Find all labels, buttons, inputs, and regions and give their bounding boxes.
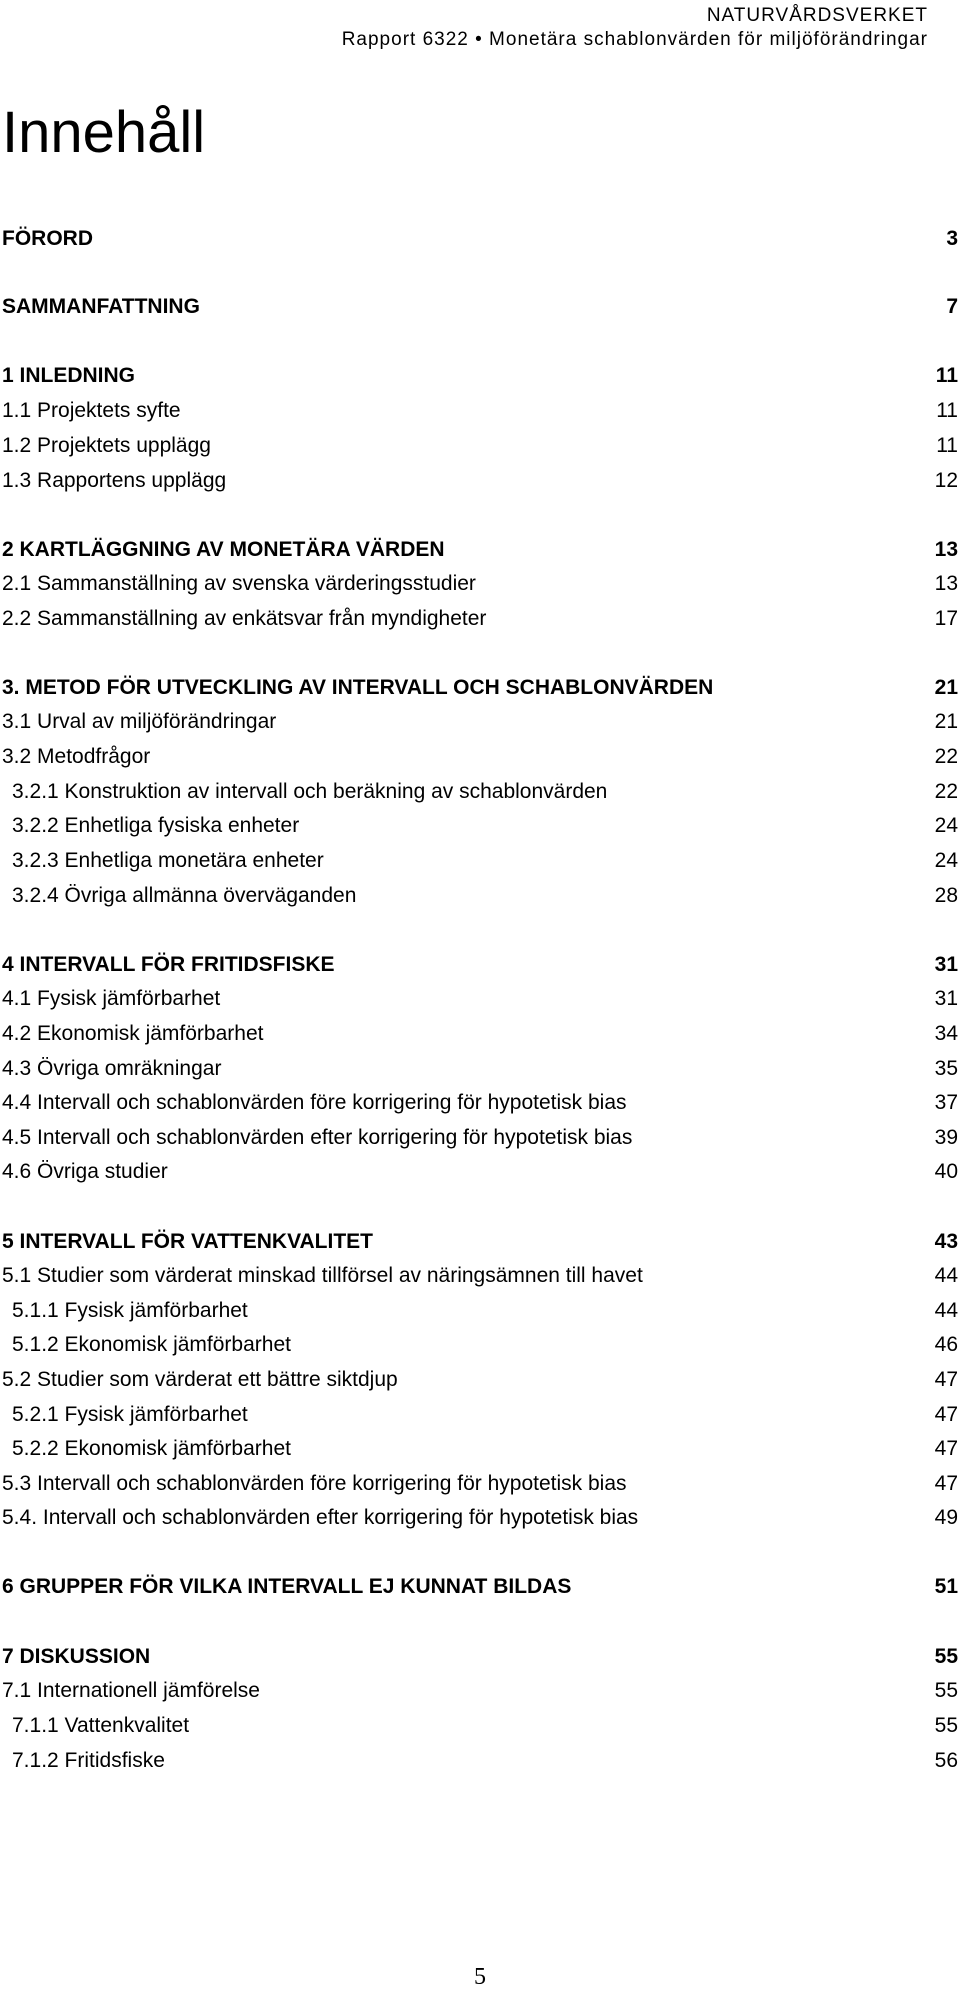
toc-entry-page-number: 47 bbox=[934, 1472, 958, 1495]
toc-entry-page-number: 3 bbox=[946, 227, 958, 250]
toc-entry-title: 5.2.1 Fysisk jämförbarhet bbox=[12, 1403, 248, 1426]
toc-entry[interactable] bbox=[0, 706, 960, 738]
toc-entry-page-number: 35 bbox=[934, 1057, 958, 1080]
toc-entry-page-number: 12 bbox=[934, 469, 958, 492]
toc-entry-title: 4.1 Fysisk jämförbarhet bbox=[2, 987, 221, 1010]
toc-entry[interactable] bbox=[0, 1053, 960, 1085]
toc-entry-title: 4.4 Intervall och schablonvärden före korrigering för hypotetisk bias bbox=[2, 1091, 627, 1114]
toc-entry-page-number: 28 bbox=[934, 884, 958, 907]
toc-entry-title: 3.2.1 Konstruktion av intervall och beräkning av schablonvärden bbox=[12, 780, 608, 803]
toc-entry-title: SAMMANFATTNING bbox=[2, 295, 200, 318]
toc-entry-page-number: 17 bbox=[934, 607, 958, 630]
toc-entry-title: 4.2 Ekonomisk jämförbarhet bbox=[2, 1022, 264, 1045]
toc-chapter-entry[interactable] bbox=[0, 949, 960, 981]
toc-chapter-entry[interactable] bbox=[0, 360, 960, 392]
toc-entry-title: 4.6 Övriga studier bbox=[2, 1160, 168, 1183]
toc-entry-page-number: 7 bbox=[946, 295, 958, 318]
toc-entry-title: 1.2 Projektets upplägg bbox=[2, 434, 211, 457]
toc-entry-page-number: 21 bbox=[934, 710, 958, 733]
toc-entry-page-number: 44 bbox=[934, 1299, 958, 1322]
toc-entry[interactable] bbox=[0, 430, 960, 462]
toc-entry[interactable] bbox=[0, 465, 960, 497]
toc-chapter-entry[interactable] bbox=[0, 672, 960, 704]
toc-entry[interactable] bbox=[0, 1675, 960, 1707]
toc-entry-page-number: 11 bbox=[936, 434, 958, 457]
toc-entry-page-number: 11 bbox=[936, 399, 958, 422]
toc-entry[interactable] bbox=[0, 1710, 960, 1742]
toc-entry-page-number: 47 bbox=[934, 1437, 958, 1460]
toc-entry-page-number: 43 bbox=[934, 1230, 958, 1253]
toc-entry-title: 4.3 Övriga omräkningar bbox=[2, 1057, 222, 1080]
toc-entry[interactable] bbox=[0, 810, 960, 842]
toc-entry-title: 7.1.1 Vattenkvalitet bbox=[12, 1714, 190, 1737]
page-header bbox=[342, 4, 928, 52]
toc-chapter-entry[interactable] bbox=[0, 223, 960, 255]
toc-entry-title: 3.1 Urval av miljöförändringar bbox=[2, 710, 277, 733]
toc-chapter-entry[interactable] bbox=[0, 291, 960, 323]
toc-chapter-entry[interactable] bbox=[0, 1226, 960, 1258]
toc-entry-page-number: 21 bbox=[934, 676, 958, 699]
toc-entry-page-number: 55 bbox=[934, 1679, 958, 1702]
toc-entry-title: FÖRORD bbox=[2, 227, 93, 250]
toc-entry-page-number: 56 bbox=[934, 1749, 958, 1772]
toc-entry[interactable] bbox=[0, 1156, 960, 1188]
toc-entry[interactable] bbox=[0, 1260, 960, 1292]
toc-entry[interactable] bbox=[0, 1502, 960, 1534]
toc-chapter-entry[interactable] bbox=[0, 1641, 960, 1673]
toc-entry[interactable] bbox=[0, 1122, 960, 1154]
toc-chapter-entry[interactable] bbox=[0, 1571, 960, 1603]
toc-entry-title: 2.1 Sammanställning av svenska värderingsstudier bbox=[2, 572, 476, 595]
toc-entry-title: 1 INLEDNING bbox=[2, 364, 136, 387]
toc-entry-page-number: 13 bbox=[934, 572, 958, 595]
toc-entry-title: 2.2 Sammanställning av enkätsvar från myndigheter bbox=[2, 607, 487, 630]
toc-entry[interactable] bbox=[0, 1433, 960, 1465]
toc-entry-title: 5.2.2 Ekonomisk jämförbarhet bbox=[12, 1437, 291, 1460]
toc-entry-title: 3.2.3 Enhetliga monetära enheter bbox=[12, 849, 324, 872]
toc-entry-title: 5.1.1 Fysisk jämförbarhet bbox=[12, 1299, 248, 1322]
toc-entry-page-number: 49 bbox=[934, 1506, 958, 1529]
toc-entry-page-number: 13 bbox=[934, 538, 958, 561]
toc-entry-page-number: 55 bbox=[934, 1645, 958, 1668]
toc-entry[interactable] bbox=[0, 395, 960, 427]
toc-entry-title: 5.1.2 Ekonomisk jämförbarhet bbox=[12, 1333, 291, 1356]
toc-entry-title: 3. METOD FÖR UTVECKLING AV INTERVALL OCH SCHABLONVÄRDEN bbox=[2, 676, 714, 699]
toc-entry-title: 7.1 Internationell jämförelse bbox=[2, 1679, 260, 1702]
toc-entry[interactable] bbox=[0, 1295, 960, 1327]
toc-entry-title: 5.1 Studier som värderat minskad tillförsel av näringsämnen till havet bbox=[2, 1264, 643, 1287]
toc-entry-page-number: 46 bbox=[934, 1333, 958, 1356]
header-report-title: Rapport 6322 • Monetära schablonvärden för miljöförändringar bbox=[341, 29, 928, 50]
toc-entry[interactable] bbox=[0, 1399, 960, 1431]
toc-entry-page-number: 24 bbox=[934, 849, 958, 872]
toc-entry-title: 7.1.2 Fritidsfiske bbox=[12, 1749, 165, 1772]
toc-entry-page-number: 34 bbox=[934, 1022, 958, 1045]
toc-entry-title: 3.2.2 Enhetliga fysiska enheter bbox=[12, 814, 300, 837]
toc-entry-title: 3.2 Metodfrågor bbox=[2, 745, 151, 768]
toc-entry-title: 1.1 Projektets syfte bbox=[2, 399, 181, 422]
page-number: 5 bbox=[474, 1964, 486, 1990]
toc-entry[interactable] bbox=[0, 1364, 960, 1396]
toc-entry-page-number: 39 bbox=[934, 1126, 958, 1149]
toc-entry[interactable] bbox=[0, 741, 960, 773]
toc-entry-title: 6 GRUPPER FÖR VILKA INTERVALL EJ KUNNAT BILDAS bbox=[2, 1575, 572, 1598]
toc-entry-page-number: 37 bbox=[934, 1091, 958, 1114]
toc-entry-page-number: 44 bbox=[934, 1264, 958, 1287]
toc-entry-title: 5 INTERVALL FÖR VATTENKVALITET bbox=[2, 1230, 374, 1253]
toc-entry[interactable] bbox=[0, 983, 960, 1015]
toc-entry-page-number: 55 bbox=[934, 1714, 958, 1737]
header-organization: NATURVÅRDSVERKET bbox=[706, 5, 928, 26]
toc-entry[interactable] bbox=[0, 776, 960, 808]
toc-entry[interactable] bbox=[0, 845, 960, 877]
toc-entry-page-number: 40 bbox=[934, 1160, 958, 1183]
toc-entry-page-number: 22 bbox=[934, 745, 958, 768]
toc-entry-title: 2 KARTLÄGGNING AV MONETÄRA VÄRDEN bbox=[2, 538, 445, 561]
toc-entry-page-number: 31 bbox=[934, 953, 958, 976]
toc-entry-title: 3.2.4 Övriga allmänna överväganden bbox=[12, 884, 357, 907]
toc-entry-page-number: 11 bbox=[935, 364, 958, 387]
toc-entry-page-number: 31 bbox=[934, 987, 958, 1010]
toc-entry-title: 4.5 Intervall och schablonvärden efter korrigering för hypotetisk bias bbox=[2, 1126, 633, 1149]
toc-entry-page-number: 51 bbox=[934, 1575, 958, 1598]
toc-entry-page-number: 24 bbox=[934, 814, 958, 837]
toc-entry-title: 5.2 Studier som värderat ett bättre siktdjup bbox=[2, 1368, 398, 1391]
toc-entry-title: 7 DISKUSSION bbox=[2, 1645, 151, 1668]
toc-entry-title: 5.4. Intervall och schablonvärden efter korrigering för hypotetisk bias bbox=[2, 1506, 639, 1529]
toc-entry[interactable] bbox=[0, 1087, 960, 1119]
toc-entry[interactable] bbox=[0, 603, 960, 635]
toc-entry-page-number: 47 bbox=[934, 1403, 958, 1426]
toc-entry-title: 5.3 Intervall och schablonvärden före korrigering för hypotetisk bias bbox=[2, 1472, 627, 1495]
toc-entry[interactable] bbox=[0, 1329, 960, 1361]
toc-entry[interactable] bbox=[0, 1018, 960, 1050]
toc-entry[interactable] bbox=[0, 1745, 960, 1777]
toc-entry-title: 4 INTERVALL FÖR FRITIDSFISKE bbox=[2, 953, 335, 976]
toc-entry[interactable] bbox=[0, 880, 960, 912]
toc-entry-title: 1.3 Rapportens upplägg bbox=[2, 469, 227, 492]
page-title: Innehåll bbox=[2, 100, 206, 165]
toc-chapter-entry[interactable] bbox=[0, 534, 960, 566]
toc-entry[interactable] bbox=[0, 568, 960, 600]
toc-entry-page-number: 47 bbox=[934, 1368, 958, 1391]
toc-entry[interactable] bbox=[0, 1468, 960, 1500]
toc-entry-page-number: 22 bbox=[934, 780, 958, 803]
